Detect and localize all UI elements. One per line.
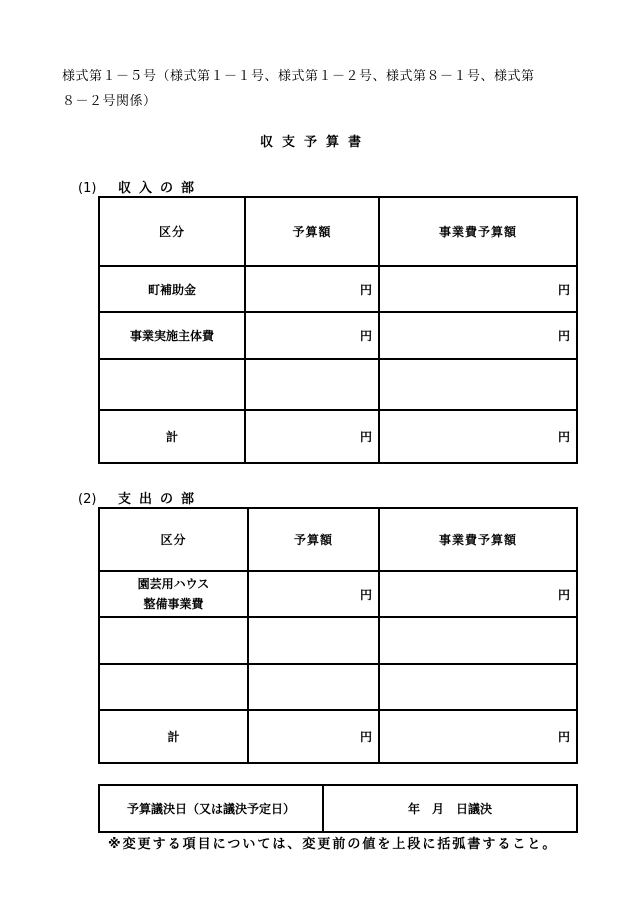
income-budget-cell bbox=[245, 359, 379, 410]
expense-total-project-budget: 円 bbox=[379, 710, 577, 763]
form-reference-line1: 様式第１－５号（様式第１－１号、様式第１－２号、様式第８－１号、様式第 bbox=[62, 69, 535, 84]
income-budget-cell: 円 bbox=[245, 312, 379, 359]
income-section-label: 収入の部 bbox=[118, 181, 203, 196]
expense-table bbox=[98, 507, 578, 764]
income-section-number: (1) bbox=[78, 181, 97, 196]
change-note: ※変更する項目については、変更前の値を上段に括弧書すること。 bbox=[108, 837, 558, 852]
expense-section-label: 支出の部 bbox=[118, 492, 203, 507]
income-header-row bbox=[99, 197, 577, 266]
expense-header-row bbox=[99, 508, 577, 571]
income-row-blank bbox=[99, 359, 577, 410]
expense-category-cell bbox=[99, 617, 248, 664]
income-table bbox=[98, 196, 578, 464]
expense-budget-cell bbox=[248, 617, 379, 664]
expense-section-number: (2) bbox=[78, 492, 97, 507]
income-project-budget-cell: 円 bbox=[379, 266, 577, 312]
income-total-project-budget: 円 bbox=[379, 410, 577, 463]
expense-row-blank bbox=[99, 617, 577, 664]
expense-project-budget-cell bbox=[379, 664, 577, 710]
expense-total-label: 計 bbox=[99, 710, 248, 763]
income-project-budget-cell: 円 bbox=[379, 312, 577, 359]
expense-category-line2: 整備事業費 bbox=[143, 597, 204, 611]
income-category-cell: 事業実施主体費 bbox=[99, 312, 245, 359]
form-reference-line2: ８－２号関係） bbox=[62, 94, 157, 109]
income-row-implementer-cost bbox=[99, 312, 577, 359]
expense-header-project-budget: 事業費予算額 bbox=[379, 508, 577, 571]
income-total-row bbox=[99, 410, 577, 463]
expense-budget-cell: 円 bbox=[248, 571, 379, 617]
expense-total-row bbox=[99, 710, 577, 763]
resolution-row bbox=[99, 785, 577, 832]
expense-header-budget: 予算額 bbox=[248, 508, 379, 571]
document-title: 収支予算書 bbox=[259, 135, 370, 150]
expense-section-heading bbox=[78, 488, 202, 507]
income-project-budget-cell bbox=[379, 359, 577, 410]
income-header-budget: 予算額 bbox=[245, 197, 379, 266]
expense-category-line1: 園芸用ハウス bbox=[137, 577, 210, 591]
expense-budget-cell bbox=[248, 664, 379, 710]
resolution-label: 予算議決日（又は議決予定日） bbox=[99, 785, 323, 832]
expense-category-cell bbox=[99, 571, 248, 617]
expense-header-category: 区分 bbox=[99, 508, 248, 571]
expense-project-budget-cell: 円 bbox=[379, 571, 577, 617]
expense-category-cell bbox=[99, 664, 248, 710]
income-header-project-budget: 事業費予算額 bbox=[379, 197, 577, 266]
expense-row-blank bbox=[99, 664, 577, 710]
expense-row-greenhouse bbox=[99, 571, 577, 617]
expense-project-budget-cell bbox=[379, 617, 577, 664]
income-section-heading bbox=[78, 177, 202, 196]
income-budget-cell: 円 bbox=[245, 266, 379, 312]
income-total-budget: 円 bbox=[245, 410, 379, 463]
resolution-date-value: 年 月 日議決 bbox=[323, 785, 577, 832]
income-header-category: 区分 bbox=[99, 197, 245, 266]
income-row-town-subsidy bbox=[99, 266, 577, 312]
expense-total-budget: 円 bbox=[248, 710, 379, 763]
income-category-cell bbox=[99, 359, 245, 410]
form-reference bbox=[62, 64, 582, 114]
income-total-label: 計 bbox=[99, 410, 245, 463]
resolution-table bbox=[98, 784, 578, 833]
income-category-cell: 町補助金 bbox=[99, 266, 245, 312]
